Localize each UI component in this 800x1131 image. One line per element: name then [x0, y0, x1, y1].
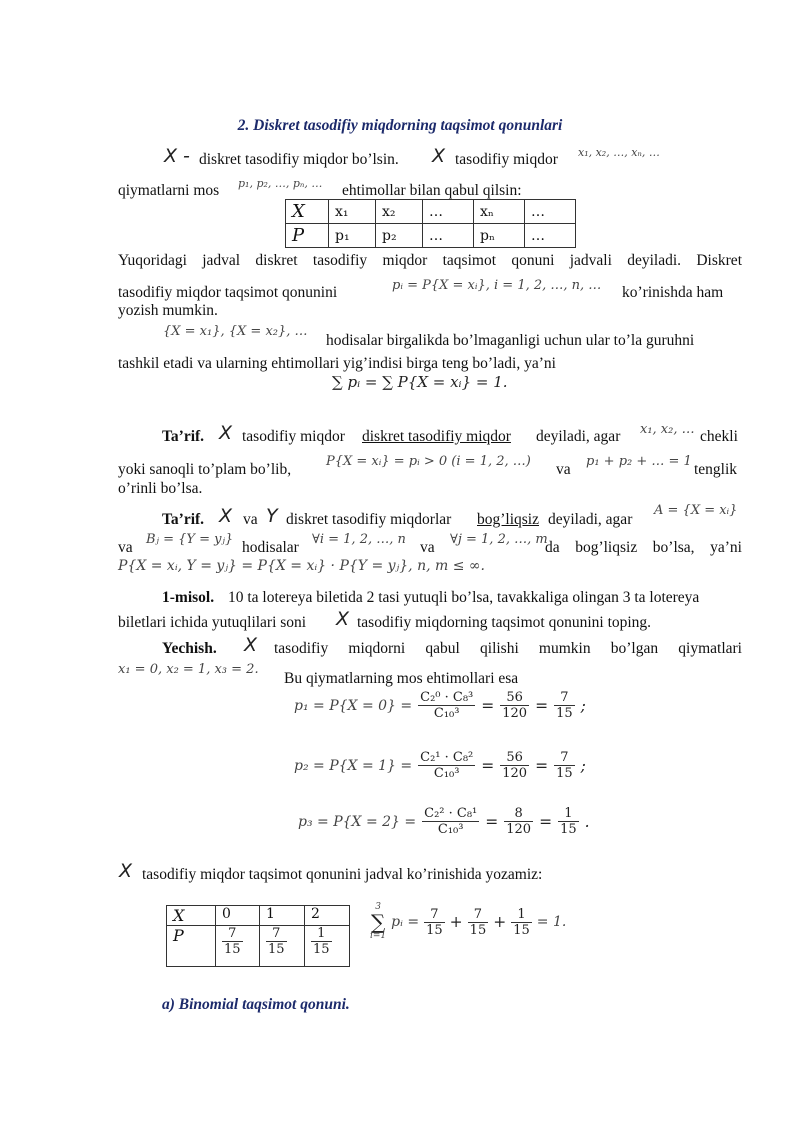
denominator: C₁₀³ — [437, 822, 464, 837]
sigma-upper: 3 — [375, 902, 381, 912]
definition-text: da bog’liqsiz bo’lsa, ya’ni — [545, 539, 742, 556]
numerator: 7 — [468, 907, 489, 923]
solution-text: tasodifiy miqdor taqsimot qonunini jadval ko’rinishida yozamiz: — [142, 866, 543, 883]
paragraph-line: Yuqoridagi jadval diskret tasodifiy miqdor taqsimot qonuni jadvali deyiladi. Diskret — [118, 252, 742, 269]
table-cell: 2 — [305, 906, 350, 926]
positivity-formula: P{X = xᵢ} = pᵢ > 0 (i = 1, 2, …) — [326, 454, 531, 469]
table-row — [286, 224, 576, 248]
pi-term: pᵢ = — [391, 914, 420, 930]
equals-sign: = — [535, 696, 549, 715]
denominator: 15 — [426, 922, 443, 938]
p3-lhs: p₃ = P{X = 2} = — [298, 813, 417, 830]
table-cell: … — [423, 224, 474, 248]
table-cell — [260, 926, 305, 967]
intro-text-3: qiymatlarni mos — [118, 182, 220, 199]
table-row — [167, 906, 350, 926]
definition-text: yoki sanoqli to’plam bo’lib, — [118, 461, 292, 478]
definition-text: o’rinli bo’lsa. — [118, 480, 203, 497]
forall-i-formula: ∀i = 1, 2, …, n — [312, 532, 406, 547]
intro-text-4: ehtimollar bilan qabul qilsin: — [342, 182, 522, 199]
plus-sign: + — [449, 913, 463, 931]
values-formula: x₁, x₂, … — [640, 422, 695, 437]
paragraph-text: tasodifiy miqdor taqsimot qonunini — [118, 284, 338, 301]
table-cell: … — [525, 200, 576, 224]
values-formula: x₁, x₂, …, xₙ, … — [578, 146, 660, 159]
intro-text-1: diskret tasodifiy miqdor bo’lsin. — [199, 151, 399, 168]
definition-text: chekli — [700, 428, 738, 445]
denominator: 15 — [268, 942, 285, 957]
numerator: C₂² · C₈¹ — [424, 806, 478, 821]
var-x: X — [432, 145, 446, 167]
denominator: 15 — [313, 942, 330, 957]
sigma-symbol: ∑ — [370, 910, 386, 934]
table-cell: … — [423, 200, 474, 224]
example-text: 10 ta lotereya biletida 2 tasi yutuqli bo’lsa, tavakkaliga olingan 3 ta lotereya — [228, 589, 700, 606]
p3-combinatorial-fraction — [422, 806, 479, 837]
denominator: 15 — [560, 822, 577, 837]
numerator: 8 — [504, 806, 533, 822]
table-cell — [216, 926, 260, 967]
prob-fraction — [222, 926, 243, 957]
prob-fraction — [266, 926, 287, 957]
p2-lhs: p₂ = P{X = 1} = — [294, 757, 413, 774]
denominator: 120 — [506, 822, 532, 837]
distribution-table — [285, 199, 576, 248]
p1-lhs: p₁ = P{X = 0} = — [294, 697, 413, 714]
definition-text: hodisalar — [242, 539, 299, 556]
paragraph-text: ko’rinishda ham — [622, 284, 724, 301]
example-text: biletlari ichida yutuqlilari soni — [118, 614, 307, 631]
table-cell: 1 — [260, 906, 305, 926]
equals-sign: = — [481, 696, 495, 715]
table-cell: p₁ — [329, 224, 376, 248]
sigma-block — [370, 903, 386, 941]
definition-text: va — [556, 461, 571, 478]
table-cell — [305, 926, 350, 967]
p1-reduced-fraction — [554, 690, 575, 721]
p3-fraction — [504, 806, 533, 837]
var-x: X — [219, 422, 233, 444]
p2-combinatorial-fraction — [418, 750, 475, 781]
forall-j-formula: ∀j = 1, 2, …, m — [450, 532, 548, 547]
definition-text: deyiladi, agar — [536, 428, 621, 445]
denominator: 15 — [556, 766, 573, 781]
pmf-formula: pᵢ = P{X = xᵢ}, i = 1, 2, …, n, … — [392, 278, 602, 293]
probability-p1 — [294, 690, 586, 721]
definition-label: Ta’rif. — [162, 428, 205, 445]
table-cell: pₙ — [474, 224, 525, 248]
equals-sign: = — [539, 812, 553, 831]
definition-text: deyiladi, agar — [548, 511, 633, 528]
example-label: 1-misol. — [162, 589, 215, 606]
table-cell: x₂ — [376, 200, 423, 224]
denominator: 15 — [469, 922, 487, 938]
definition-term — [362, 428, 511, 446]
probability-p3 — [298, 806, 590, 837]
punctuation: ; — [580, 696, 586, 715]
var-x: X — [336, 608, 350, 630]
denominator: C₁₀³ — [433, 706, 460, 721]
numerator: C₂¹ · C₈² — [420, 750, 474, 765]
plus-sign: + — [493, 913, 507, 931]
solution-label: Yechish. — [162, 640, 217, 657]
table-cell: P — [286, 224, 329, 248]
events-formula: {X = x₁}, {X = x₂}, … — [163, 324, 308, 339]
var-x: X — [244, 634, 258, 656]
definition-text: diskret tasodifiy miqdorlar — [286, 511, 452, 528]
denominator: 120 — [502, 706, 528, 721]
independence-formula: P{X = xᵢ, Y = yⱼ} = P{X = xᵢ} · P{Y = yⱼ}, n, m ≤ ∞. — [118, 558, 486, 574]
var-x: X — [219, 505, 233, 527]
table-cell: … — [525, 224, 576, 248]
table-cell: X — [286, 200, 329, 224]
var-x: X — [119, 860, 133, 882]
sum-formula: ∑ pᵢ = ∑ P{X = xᵢ} = 1. — [332, 373, 508, 391]
term-fraction — [511, 907, 532, 938]
p1-combinatorial-fraction — [418, 690, 475, 721]
sum-result: = 1. — [536, 914, 567, 930]
numerator: C₂⁰ · C₈³ — [420, 690, 474, 705]
var-x: X - — [164, 145, 190, 167]
probs-formula: p₁, p₂, …, pₙ, … — [238, 177, 323, 190]
punctuation: . — [584, 812, 590, 831]
event-b-formula: Bⱼ = {Y = yⱼ} — [146, 532, 234, 547]
numerator: 7 — [222, 926, 243, 942]
paragraph-text: tashkil etadi va ularning ehtimollari yig’indisi birga teng bo’ladi, ya’ni — [118, 355, 556, 372]
numerator: 7 — [266, 926, 287, 942]
denominator: C₁₀³ — [433, 766, 460, 781]
table-row — [286, 200, 576, 224]
event-a-formula: A = {X = xᵢ} — [654, 503, 738, 518]
definition-text: tenglik — [694, 461, 738, 478]
p2-reduced-fraction — [554, 750, 575, 781]
solution-text: tasodifiy miqdorni qabul qilishi mumkin bo’lgan qiymatlari — [274, 640, 742, 657]
paragraph-text: yozish mumkin. — [118, 302, 218, 319]
table-cell: 0 — [216, 906, 260, 926]
definition-text: va — [243, 511, 258, 528]
section-title: 2. Diskret tasodifiy miqdorning taqsimot qonunlari — [237, 117, 563, 134]
numerator: 1 — [311, 926, 332, 942]
term-fraction — [424, 907, 445, 938]
table-row — [167, 926, 350, 967]
table-cell: x₁ — [329, 200, 376, 224]
definition-text: va — [420, 539, 435, 556]
p1-fraction — [500, 690, 529, 721]
sigma-lower: i=1 — [370, 931, 387, 941]
denominator: 15 — [556, 706, 573, 721]
p3-reduced-fraction — [558, 806, 579, 837]
definition-text: tasodifiy miqdor — [242, 428, 345, 445]
numerator: 1 — [558, 806, 579, 822]
numerator: 56 — [500, 750, 529, 766]
table-cell: X — [167, 906, 216, 926]
denominator: 120 — [502, 766, 528, 781]
p2-fraction — [500, 750, 529, 781]
example-text: tasodifiy miqdorning taqsimot qonunini toping. — [357, 614, 652, 631]
values-formula: x₁ = 0, x₂ = 1, x₃ = 2. — [118, 662, 259, 677]
paragraph-text: hodisalar birgalikda bo’lmaganligi uchun ular to’la guruhni — [326, 332, 695, 349]
denominator: 15 — [224, 942, 241, 957]
definition-label: Ta’rif. — [162, 511, 205, 528]
denominator: 15 — [513, 922, 530, 938]
term-underlined: bog’liqsiz — [477, 511, 539, 528]
numerator: 7 — [554, 690, 575, 706]
intro-text-2: tasodifiy miqdor — [455, 151, 558, 168]
normalization-formula: p₁ + p₂ + … = 1 — [586, 454, 692, 469]
var-y: Y — [266, 505, 278, 527]
numerator: 1 — [511, 907, 532, 923]
equals-sign: = — [535, 756, 549, 775]
numerator: 7 — [424, 907, 445, 923]
term-underlined: diskret tasodifiy miqdor — [362, 428, 511, 445]
sum-check-formula — [370, 903, 566, 941]
subsection-heading: a) Binomial taqsimot qonuni. — [162, 996, 350, 1013]
definition-text: va — [118, 539, 133, 556]
probability-p2 — [294, 750, 586, 781]
term-fraction — [468, 907, 489, 938]
numerator: 56 — [500, 690, 529, 706]
table-cell: xₙ — [474, 200, 525, 224]
solution-text: Bu qiymatlarning mos ehtimollari esa — [284, 670, 519, 687]
definition-term — [477, 511, 539, 529]
prob-fraction — [311, 926, 332, 957]
result-distribution-table — [166, 905, 350, 967]
equals-sign: = — [485, 812, 499, 831]
punctuation: ; — [580, 756, 586, 775]
table-cell: P — [167, 926, 216, 967]
equals-sign: = — [481, 756, 495, 775]
table-cell: p₂ — [376, 224, 423, 248]
numerator: 7 — [554, 750, 575, 766]
